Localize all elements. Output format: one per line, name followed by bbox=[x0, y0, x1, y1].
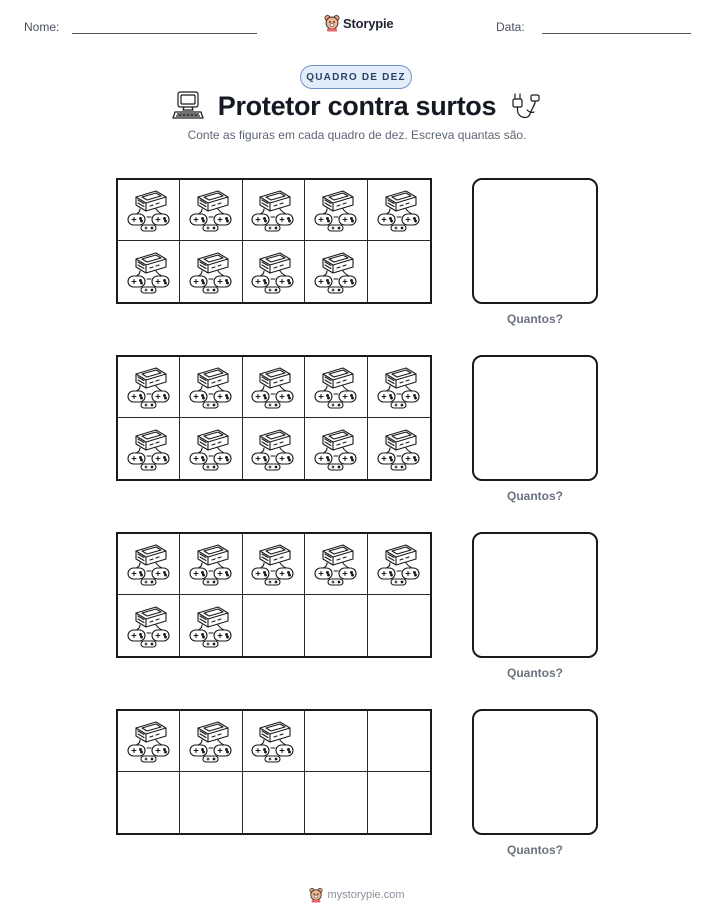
game-console-icon bbox=[126, 364, 172, 410]
ten-frame-cell bbox=[118, 711, 180, 772]
ten-frame-cell bbox=[368, 711, 430, 772]
game-console-icon bbox=[250, 249, 296, 295]
ten-frame-cell bbox=[305, 180, 367, 241]
game-console-icon bbox=[376, 426, 422, 472]
ten-frame-cell bbox=[305, 534, 367, 595]
game-console-icon bbox=[188, 426, 234, 472]
game-console-icon bbox=[250, 426, 296, 472]
worksheet-header bbox=[0, 0, 714, 50]
ten-frame-cell bbox=[180, 534, 242, 595]
plug-icon bbox=[510, 92, 540, 122]
instructions: Conte as figuras em cada quadro de dez. Escreva quantas são. bbox=[187, 128, 527, 142]
game-console-icon bbox=[313, 249, 359, 295]
ten-frame-cell bbox=[368, 241, 430, 302]
game-console-icon bbox=[188, 249, 234, 295]
game-console-icon bbox=[376, 541, 422, 587]
game-console-icon bbox=[188, 541, 234, 587]
ten-frame-cell bbox=[305, 595, 367, 656]
game-console-icon bbox=[126, 603, 172, 649]
footer bbox=[0, 884, 714, 906]
ten-frame-cell bbox=[305, 418, 367, 479]
game-console-icon bbox=[126, 541, 172, 587]
ten-frame-cell bbox=[118, 418, 180, 479]
game-console-icon bbox=[313, 426, 359, 472]
game-console-icon bbox=[376, 364, 422, 410]
brand-logo bbox=[324, 13, 393, 33]
ten-frame-cell bbox=[368, 357, 430, 418]
ten-frame-cell bbox=[118, 180, 180, 241]
page-title: Protetor contra surtos bbox=[217, 91, 497, 121]
game-console-icon bbox=[250, 187, 296, 233]
date-line[interactable] bbox=[542, 33, 691, 34]
ten-frame-cell bbox=[243, 711, 305, 772]
answer-box[interactable] bbox=[472, 709, 598, 835]
ten-frame-cell bbox=[180, 418, 242, 479]
ten-frame-cell bbox=[305, 357, 367, 418]
ten-frame-cell bbox=[118, 772, 180, 833]
ten-frame-cell bbox=[180, 180, 242, 241]
ten-frame-cell bbox=[118, 595, 180, 656]
name-label: Nome: bbox=[24, 20, 60, 34]
answer-label: Quantos? bbox=[507, 312, 563, 326]
worksheet-type-badge: QUADRO DE DEZ bbox=[300, 65, 412, 89]
game-console-icon bbox=[188, 187, 234, 233]
game-console-icon bbox=[126, 718, 172, 764]
ten-frame-cell bbox=[180, 772, 242, 833]
ten-frame-cell bbox=[368, 180, 430, 241]
answer-label: Quantos? bbox=[507, 666, 563, 680]
ten-frame-cell bbox=[180, 595, 242, 656]
ten-frame-cell bbox=[368, 534, 430, 595]
ten-frame-cell bbox=[243, 180, 305, 241]
ten-frame bbox=[116, 355, 432, 481]
game-console-icon bbox=[250, 718, 296, 764]
ten-frame-cell bbox=[118, 357, 180, 418]
ten-frame-cell bbox=[243, 418, 305, 479]
game-console-icon bbox=[376, 187, 422, 233]
game-console-icon bbox=[313, 364, 359, 410]
bear-logo-icon bbox=[324, 14, 340, 32]
footer-url: mystorypie.com bbox=[327, 889, 405, 901]
game-console-icon bbox=[313, 541, 359, 587]
ten-frame bbox=[116, 709, 432, 835]
answer-box[interactable] bbox=[472, 355, 598, 481]
ten-frame-cell bbox=[368, 418, 430, 479]
ten-frame-cell bbox=[368, 595, 430, 656]
date-label: Data: bbox=[496, 20, 525, 34]
answer-box[interactable] bbox=[472, 178, 598, 304]
ten-frame-cell bbox=[118, 241, 180, 302]
answer-label: Quantos? bbox=[507, 489, 563, 503]
ten-frame-cell bbox=[180, 357, 242, 418]
ten-frame-cell bbox=[180, 241, 242, 302]
game-console-icon bbox=[313, 187, 359, 233]
bear-logo-icon bbox=[309, 887, 323, 903]
computer-icon bbox=[172, 90, 206, 122]
ten-frame bbox=[116, 178, 432, 304]
ten-frame-cell bbox=[243, 241, 305, 302]
game-console-icon bbox=[188, 364, 234, 410]
ten-frame-cell bbox=[305, 241, 367, 302]
game-console-icon bbox=[126, 187, 172, 233]
game-console-icon bbox=[126, 249, 172, 295]
brand-name: Storypie bbox=[343, 15, 394, 31]
game-console-icon bbox=[188, 718, 234, 764]
game-console-icon bbox=[250, 541, 296, 587]
ten-frame-cell bbox=[243, 357, 305, 418]
ten-frame bbox=[116, 532, 432, 658]
answer-label: Quantos? bbox=[507, 843, 563, 857]
ten-frame-cell bbox=[243, 772, 305, 833]
ten-frame-cell bbox=[305, 711, 367, 772]
ten-frame-cell bbox=[305, 772, 367, 833]
ten-frame-cell bbox=[243, 534, 305, 595]
game-console-icon bbox=[250, 364, 296, 410]
ten-frame-cell bbox=[180, 711, 242, 772]
answer-box[interactable] bbox=[472, 532, 598, 658]
game-console-icon bbox=[126, 426, 172, 472]
ten-frame-cell bbox=[368, 772, 430, 833]
title-row bbox=[0, 88, 714, 128]
ten-frame-cell bbox=[118, 534, 180, 595]
ten-frame-cell bbox=[243, 595, 305, 656]
name-line[interactable] bbox=[72, 33, 257, 34]
game-console-icon bbox=[188, 603, 234, 649]
